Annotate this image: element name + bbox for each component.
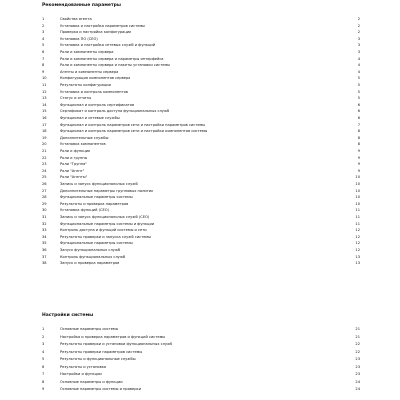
row-page-number: 5	[357, 76, 360, 81]
row-page-number: 8	[357, 135, 360, 140]
contents-row	[42, 350, 360, 355]
row-text: Роли и функции	[60, 149, 91, 153]
row-page-number: 12	[355, 241, 360, 246]
row-number: 7	[42, 56, 45, 61]
row-text: Установка функций (CEO)	[60, 208, 110, 213]
row-page-number: 23	[355, 364, 360, 369]
row-page-number: 5	[357, 89, 360, 94]
row-text: Функциональные параметры системы и функции	[60, 221, 155, 226]
row-page-number: 24	[355, 379, 360, 384]
row-number: 22	[42, 155, 47, 160]
row-page-number: 10	[355, 175, 360, 180]
row-text: Результаты и проверка параметров	[60, 201, 129, 206]
row-number: 29	[42, 201, 47, 206]
row-number: 21	[42, 149, 47, 153]
contents-row	[42, 255, 360, 260]
section-title: Рекомендованные параметры	[42, 3, 121, 8]
row-text: Установка компонентов	[60, 142, 106, 147]
row-page-number: 9	[357, 155, 360, 160]
contents-row	[42, 195, 360, 200]
row-text: Дополнительные параметры групповых политик	[60, 188, 154, 193]
section-title: Настройки системы	[42, 313, 94, 318]
row-page-number: 5	[357, 83, 360, 87]
contents-row	[42, 222, 360, 227]
row-text: Агенты и компоненты сервера	[60, 69, 119, 74]
row-number: 32	[42, 221, 47, 226]
contents-row	[42, 241, 360, 246]
row-number: 13	[42, 96, 47, 101]
row-text: Запись и запуск функциональных служб	[60, 182, 138, 186]
row-page-number: 13	[355, 254, 360, 259]
contents-row	[42, 30, 360, 35]
row-page-number: 24	[355, 387, 360, 391]
row-number: 17	[42, 122, 47, 127]
row-number: 5	[42, 357, 45, 361]
row-page-number: 11	[355, 221, 360, 226]
row-number: 9	[42, 387, 45, 391]
contents-row	[42, 261, 360, 266]
row-number: 30	[42, 208, 47, 213]
row-page-number: 4	[357, 56, 360, 61]
row-text: Контроль доступа и функций системы и сети	[60, 228, 147, 233]
row-page-number: 21	[355, 327, 360, 331]
row-page-number: 6	[357, 109, 360, 114]
row-number: 34	[42, 234, 47, 239]
row-text: Основные параметры и функции	[60, 379, 123, 384]
contents-row	[42, 208, 360, 213]
row-number: 36	[42, 248, 47, 252]
row-text: Роли и компоненты сервера и пакеты установки системы	[60, 63, 170, 68]
row-page-number: 12	[355, 228, 360, 233]
row-number: 4	[42, 36, 45, 41]
contents-row	[42, 63, 360, 68]
row-text: Роли и компоненты сервера и параметры интерфейса	[60, 56, 164, 61]
row-text: Роли "Группа"	[60, 162, 87, 167]
contents-row	[42, 202, 360, 207]
contents-row	[42, 129, 360, 134]
contents-row	[42, 228, 360, 233]
contents-row	[42, 342, 360, 347]
row-text: Роли "Агенты"	[60, 175, 88, 180]
row-text: Установка и настройка параметров системы	[60, 23, 146, 28]
row-text: Проверка и настройка конфигурации	[60, 30, 132, 35]
row-text: Функционал и контроль параметров сети и настройки параметров системы	[60, 122, 206, 127]
row-text: Функциональные параметры системы	[60, 241, 133, 246]
row-text: Функционал и сетевые службы	[60, 116, 120, 120]
row-text: Результаты конфигурации	[60, 83, 111, 87]
contents-row	[42, 248, 360, 253]
row-page-number: 2	[357, 23, 360, 28]
row-text: Запись и запуск функциональных служб (CEO)	[60, 215, 150, 219]
row-page-number: 12	[355, 234, 360, 239]
row-number: 8	[42, 379, 45, 384]
row-number: 3	[42, 342, 45, 346]
row-number: 16	[42, 116, 47, 120]
row-number: 38	[42, 261, 47, 266]
contents-row	[42, 235, 360, 240]
row-page-number: 23	[355, 372, 360, 376]
contents-row	[42, 50, 360, 55]
row-number: 4	[42, 349, 45, 354]
contents-row	[42, 380, 360, 385]
row-number: 3	[42, 30, 45, 35]
row-number: 7	[42, 372, 45, 376]
contents-row	[42, 109, 360, 114]
row-number: 24	[42, 168, 47, 173]
row-page-number: 4	[357, 69, 360, 74]
contents-row	[42, 335, 360, 340]
row-page-number: 23	[355, 357, 360, 361]
row-number: 35	[42, 241, 47, 246]
row-text: Дополнительные службы	[60, 135, 109, 140]
row-text: Сертификат и контроль доступа функциональных служб	[60, 109, 170, 114]
row-number: 25	[42, 175, 47, 180]
contents-row	[42, 70, 360, 75]
contents-row	[42, 37, 360, 42]
row-page-number: 12	[355, 248, 360, 252]
contents-row	[42, 372, 360, 377]
row-number: 1	[42, 327, 45, 331]
contents-row	[42, 57, 360, 62]
row-number: 10	[42, 76, 47, 81]
row-page-number: 9	[357, 162, 360, 167]
contents-row	[42, 169, 360, 174]
row-number: 2	[42, 334, 45, 339]
row-text: Роли и группы	[60, 155, 88, 160]
row-text: Свойства агента	[60, 17, 92, 21]
row-text: Функциональные параметры системы	[60, 195, 133, 200]
row-number: 14	[42, 102, 47, 107]
contents-row	[42, 387, 360, 392]
row-text: Контроль функциональных служб	[60, 254, 126, 259]
contents-row	[42, 76, 360, 81]
contents-row	[42, 90, 360, 95]
row-page-number: 2	[357, 17, 360, 21]
row-number: 27	[42, 188, 47, 193]
row-page-number: 22	[355, 342, 360, 346]
contents-row	[42, 83, 360, 88]
row-number: 1	[42, 17, 45, 21]
contents-row	[42, 182, 360, 187]
row-number: 5	[42, 43, 45, 48]
row-number: 23	[42, 162, 47, 167]
contents-row	[42, 43, 360, 48]
contents-row	[42, 96, 360, 101]
row-page-number: 9	[357, 149, 360, 153]
row-text: Основные параметры системы	[60, 327, 119, 331]
row-number: 31	[42, 215, 47, 219]
contents-row	[42, 162, 360, 167]
row-number: 18	[42, 129, 47, 134]
row-text: Результаты и функциональные службы	[60, 357, 136, 361]
row-number: 28	[42, 195, 47, 200]
row-number: 9	[42, 69, 45, 74]
row-text: Роли "Агент"	[60, 168, 85, 173]
row-page-number: 10	[355, 182, 360, 186]
row-page-number: 10	[355, 201, 360, 206]
row-page-number: 5	[357, 96, 360, 101]
row-page-number: 11	[355, 208, 360, 213]
row-text: Настройка и проверка параметров и функций системы	[60, 334, 166, 339]
contents-row	[42, 189, 360, 194]
row-number: 33	[42, 228, 47, 233]
row-text: Конфигурация компонентов сервера	[60, 76, 131, 81]
row-text: Результаты и установка	[60, 364, 107, 369]
contents-row	[42, 357, 360, 362]
contents-row	[42, 24, 360, 29]
row-page-number: 3	[357, 50, 360, 54]
contents-row	[42, 175, 360, 180]
row-page-number: 7	[357, 122, 360, 127]
row-text: Установка и контроль компонентов	[60, 89, 128, 94]
contents-row	[42, 17, 360, 22]
row-page-number: 3	[357, 43, 360, 48]
row-number: 26	[42, 182, 47, 186]
row-page-number: 8	[357, 129, 360, 134]
contents-row	[42, 215, 360, 220]
row-number: 15	[42, 109, 47, 114]
row-text: Статус и отчеты	[60, 96, 92, 101]
row-text: Функционал и контроль параметров сети и настройки компонентов системы	[60, 129, 208, 134]
row-page-number: 2	[357, 30, 360, 35]
row-number: 20	[42, 142, 47, 147]
row-number: 6	[42, 50, 45, 54]
contents-row	[42, 327, 360, 332]
row-page-number: 22	[355, 349, 360, 354]
row-text: Основные параметры системы и проверки	[60, 387, 142, 391]
row-text: Результаты проверки и запуска служб системы	[60, 234, 151, 239]
contents-row	[42, 123, 360, 128]
row-page-number: 9	[357, 168, 360, 173]
row-page-number: 10	[355, 188, 360, 193]
contents-row	[42, 142, 360, 147]
row-number: 19	[42, 135, 47, 140]
contents-row	[42, 365, 360, 370]
row-number: 11	[42, 83, 47, 87]
row-number: 12	[42, 89, 47, 94]
row-page-number: 21	[355, 334, 360, 339]
row-text: Результаты проверки и установки функциональных служб	[60, 342, 173, 346]
row-text: Установка ПО (CEO)	[60, 36, 98, 41]
contents-row	[42, 103, 360, 108]
row-number: 37	[42, 254, 47, 259]
row-text: Установка и настройка сетевых служб и функций	[60, 43, 156, 48]
row-page-number: 11	[355, 215, 360, 219]
row-number: 2	[42, 23, 45, 28]
row-text: Результаты проверки параметров системы	[60, 349, 143, 354]
contents-row	[42, 116, 360, 121]
contents-row	[42, 156, 360, 161]
row-page-number: 6	[357, 116, 360, 120]
row-page-number: 3	[357, 36, 360, 41]
row-page-number: 8	[357, 142, 360, 147]
row-page-number: 4	[357, 63, 360, 68]
row-number: 6	[42, 364, 45, 369]
row-number: 8	[42, 63, 45, 68]
row-text: Запуск функциональных служб	[60, 248, 121, 252]
row-page-number: 10	[355, 195, 360, 200]
row-page-number: 6	[357, 102, 360, 107]
contents-row	[42, 136, 360, 141]
row-page-number: 13	[355, 261, 360, 266]
row-text: Запуск и проверка параметров	[60, 261, 120, 266]
row-text: Роли и компоненты сервера	[60, 50, 114, 54]
row-text: Настройки и функции	[60, 372, 102, 376]
row-text: Функционал и контроль сертификатов	[60, 102, 135, 107]
contents-row	[42, 149, 360, 154]
